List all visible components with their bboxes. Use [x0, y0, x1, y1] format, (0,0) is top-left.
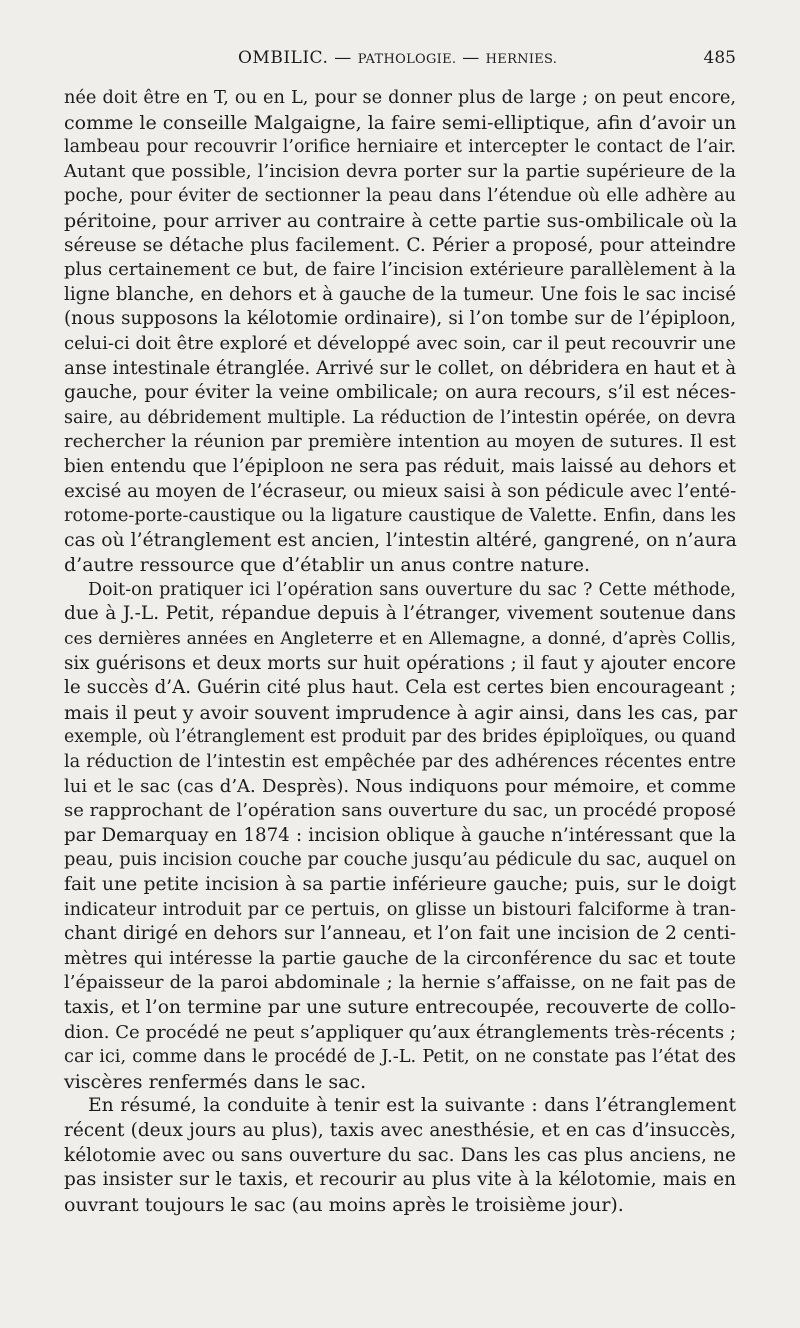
- text-line: l’épaisseur de la paroi abdominale ; la hernie s’affaisse, on ne fait pas de: [64, 972, 736, 994]
- text-line: ouvrant toujours le sac (au moins après le troisième jour).: [64, 1193, 624, 1216]
- text-line: (nous supposons la kélotomie ordinaire), si l’on tombe sur de l’épiploon,: [64, 308, 736, 330]
- running-title-separator: —: [328, 48, 358, 68]
- running-header: [64, 48, 736, 74]
- text-line: lambeau pour recouvrir l’orifice herniaire et intercepter le contact de l’air.: [64, 137, 736, 158]
- text-line: taxis, et l’on termine par une suture entrecoupée, recouverte de collo-: [64, 996, 736, 1018]
- paragraph: [64, 578, 736, 1094]
- text-line: viscères renfermés dans le sac.: [64, 1070, 367, 1093]
- text-line: exemple, où l’étranglement est produit par des brides épiploïques, ou quand: [64, 727, 736, 748]
- text-line: En résumé, la conduite à tenir est la suivante : dans l’étranglement: [88, 1095, 736, 1117]
- text-line: saire, au débridement multiple. La réduction de l’intestin opérée, on devra: [64, 407, 736, 428]
- text-line: née doit être en T, ou en L, pour se donner plus de large ; on peut encore,: [64, 88, 736, 108]
- text-line: kélotomie avec ou sans ouverture du sac. Dans les cas plus anciens, ne: [64, 1144, 736, 1166]
- text-line: dion. Ce procédé ne peut s’appliquer qu’aux étranglements très-récents ;: [64, 1021, 736, 1043]
- text-line: lui et le sac (cas d’A. Desprès). Nous indiquons pour mémoire, et comme: [64, 775, 736, 797]
- text-line: fait une petite incision à sa partie inférieure gauche; puis, sur le doigt: [64, 874, 736, 895]
- running-title-subsection: HERNIES.: [485, 52, 558, 67]
- text-line: six guérisons et deux morts sur huit opérations ; il faut y ajouter encore: [64, 652, 736, 674]
- text-line: peau, puis incision couche par couche jusqu’au pédicule du sac, auquel on: [64, 850, 736, 871]
- text-line: mètres qui intéresse la partie gauche de la circonférence du sac et toute: [64, 947, 736, 969]
- text-line: gauche, pour éviter la veine ombilicale; on aura recours, s’il est néces-: [64, 382, 736, 404]
- text-line: séreuse se détache plus facilement. C. Périer a proposé, pour atteindre: [64, 234, 736, 256]
- running-title: [238, 48, 557, 68]
- text-line: celui-ci doit être exploré et développé avec soin, car il peut recouvrir une: [64, 332, 736, 354]
- body-text: [64, 86, 736, 1217]
- text-line: ces dernières années en Angleterre et en Allemagne, a donné, d’après Collis,: [64, 629, 736, 650]
- text-line: d’autre ressource que d’établir un anus contre nature.: [64, 554, 591, 577]
- text-line: due à J.-L. Petit, répandue depuis à l’étranger, vivement soutenue dans: [64, 603, 736, 625]
- text-line: indicateur introduit par ce pertuis, on glisse un bistouri falciforme à tran-: [64, 899, 736, 920]
- running-title-separator: —: [456, 48, 486, 68]
- text-line: excisé au moyen de l’écraseur, ou mieux saisi à son pédicule avec l’enté-: [64, 480, 737, 502]
- paragraph: [64, 1094, 736, 1217]
- paragraph: [64, 86, 736, 578]
- text-line: Autant que possible, l’incision devra porter sur la partie supérieure de la: [64, 160, 736, 182]
- text-line: mais il peut y avoir souvent imprudence à agir ainsi, dans les cas, par: [64, 701, 738, 724]
- text-line: la réduction de l’intestin est empêchée par des adhérences récentes entre: [64, 752, 736, 773]
- running-title-section: PATHOLOGIE.: [357, 52, 457, 67]
- text-line: rotome-porte-caustique ou la ligature caustique de Valette. Enfin, dans les: [64, 506, 736, 527]
- text-line: Doit-on pratiquer ici l’opération sans ouverture du sac ? Cette méthode,: [88, 579, 736, 600]
- page-number: 485: [703, 48, 736, 68]
- text-line: par Demarquay en 1874 : incision oblique à gauche n’intéressant que la: [64, 824, 736, 846]
- text-line: comme le conseille Malgaigne, la faire semi-elliptique, afin d’avoir un: [64, 111, 737, 134]
- text-line: anse intestinale étranglée. Arrivé sur le collet, on débridera en haut et à: [64, 357, 737, 379]
- text-line: chant dirigé en dehors sur l’anneau, et l’on fait une incision de 2 centi-: [64, 923, 736, 945]
- text-line: rechercher la réunion par première intention au moyen de sutures. Il est: [64, 431, 736, 453]
- text-line: péritoine, pour arriver au contraire à cette partie sus-ombilicale où la: [64, 209, 738, 232]
- text-line: pas insister sur le taxis, et recourir au plus vite à la kélotomie, mais en: [64, 1169, 736, 1191]
- running-title-main: OMBILIC.: [238, 48, 329, 68]
- text-line: bien entendu que l’épiploon ne sera pas réduit, mais laissé au dehors et: [64, 455, 736, 477]
- text-line: cas où l’étranglement est ancien, l’intestin altéré, gangrené, on n’aura: [64, 529, 737, 551]
- text-line: car ici, comme dans le procédé de J.-L. Petit, on ne constate pas l’état des: [64, 1047, 736, 1068]
- text-line: plus certainement ce but, de faire l’incision extérieure parallèlement à la: [64, 259, 736, 281]
- text-line: se rapprochant de l’opération sans ouverture du sac, un procédé proposé: [64, 800, 736, 822]
- text-line: le succès d’A. Guérin cité plus haut. Cela est certes bien encourageant ;: [64, 677, 736, 699]
- text-line: ligne blanche, en dehors et à gauche de la tumeur. Une fois le sac incisé: [64, 283, 736, 305]
- text-line: poche, pour éviter de sectionner la peau dans l’étendue où elle adhère au: [64, 186, 736, 207]
- text-line: récent (deux jours au plus), taxis avec anesthésie, et en cas d’insuccès,: [64, 1119, 736, 1141]
